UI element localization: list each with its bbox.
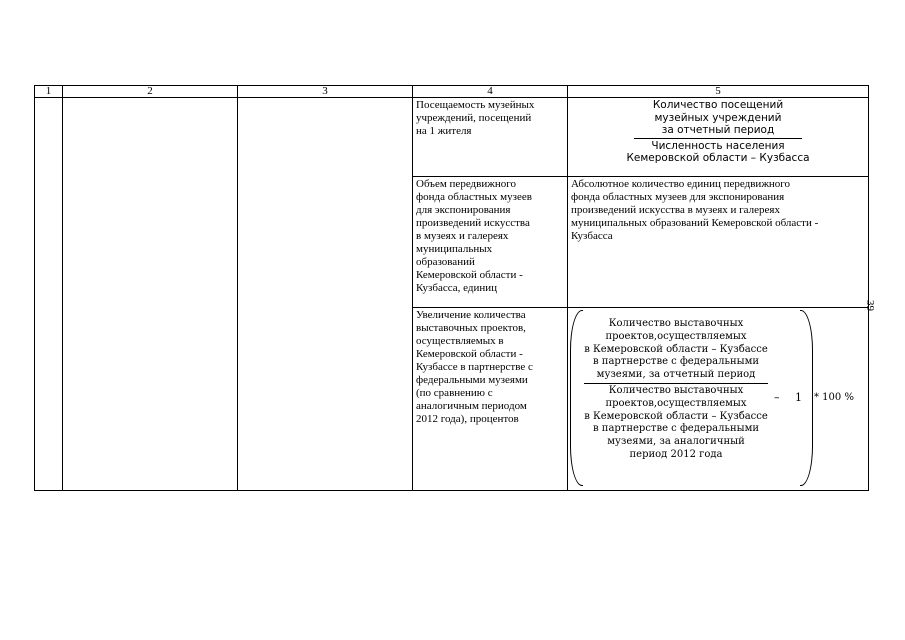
indicator-cell: [413, 177, 568, 308]
table-row: [35, 98, 869, 177]
denominator-line: Количество выставочных: [608, 384, 744, 396]
fraction-bar: [584, 383, 768, 384]
numerator-line: в партнерстве с федеральными: [592, 356, 760, 368]
formula-cell: [568, 308, 869, 491]
page-number: 39: [864, 300, 876, 311]
column-header-2: 2: [63, 86, 238, 98]
denominator-line: музеями, за аналогичный: [607, 436, 745, 448]
numerator-line: в Кемеровской области – Кузбассе: [584, 343, 768, 355]
denominator-line: в Кемеровской области – Кузбассе: [584, 410, 768, 422]
denominator-line: проектов,осуществляемых: [605, 397, 747, 409]
method-cell: [568, 177, 869, 308]
fraction: [582, 318, 770, 462]
column-header-1: 1: [35, 86, 63, 98]
indicators-table: [34, 85, 869, 491]
indicator-name: Увеличение количества выставочных проектов, осуществляемых в Кемеровской области - Кузбассе в партнерстве с федеральными музеями (по сравнению с аналогичным периодом 2012 года), процентов: [416, 309, 533, 425]
indicator-cell: [413, 308, 568, 491]
numerator-line: проектов,осуществляемых: [605, 330, 747, 342]
indicator-cell: [413, 98, 568, 177]
column-header-4: 4: [413, 86, 568, 98]
attendance-formula: [571, 99, 865, 165]
denominator-line: в партнерстве с федеральными: [592, 423, 760, 435]
method-text: Абсолютное количество единиц передвижного фонда областных музеев для экспонирования произведений искусства в музеях и галереях муниципальных образований Кемеровской области - Кузбасса: [571, 178, 819, 242]
minus-one: – 1: [774, 391, 808, 404]
numerator-line: музеями, за отчетный период: [596, 369, 756, 381]
exhibition-growth-formula: [568, 308, 868, 488]
col-2-cell: [63, 98, 238, 491]
col-1-cell: [35, 98, 63, 491]
denominator-line: Кемеровской области – Кузбасса: [626, 152, 810, 164]
indicator-name: Объем передвижного фонда областных музеев для экспонирования произведений искусства в музеях и галереях муниципальных образований Кемеровской области - Кузбасса, единиц: [416, 178, 532, 294]
column-header-5: 5: [568, 86, 869, 98]
denominator-line: Численность населения: [651, 139, 785, 152]
numerator-line: музейных учреждений: [654, 111, 782, 124]
col-3-cell: [238, 98, 413, 491]
percent-multiplier: * 100 %: [814, 392, 854, 403]
table-header-row: [35, 86, 869, 98]
numerator-line: Количество посещений: [652, 99, 784, 111]
numerator-line: за отчетный период: [661, 124, 775, 136]
formula-cell: [568, 98, 869, 177]
column-header-3: 3: [238, 86, 413, 98]
denominator-line: период 2012 года: [629, 448, 723, 460]
indicator-name: Посещаемость музейных учреждений, посещений на 1 жителя: [416, 99, 535, 137]
right-parenthesis: [800, 310, 813, 486]
fraction-bar: [634, 138, 802, 139]
numerator-line: Количество выставочных: [608, 318, 744, 329]
